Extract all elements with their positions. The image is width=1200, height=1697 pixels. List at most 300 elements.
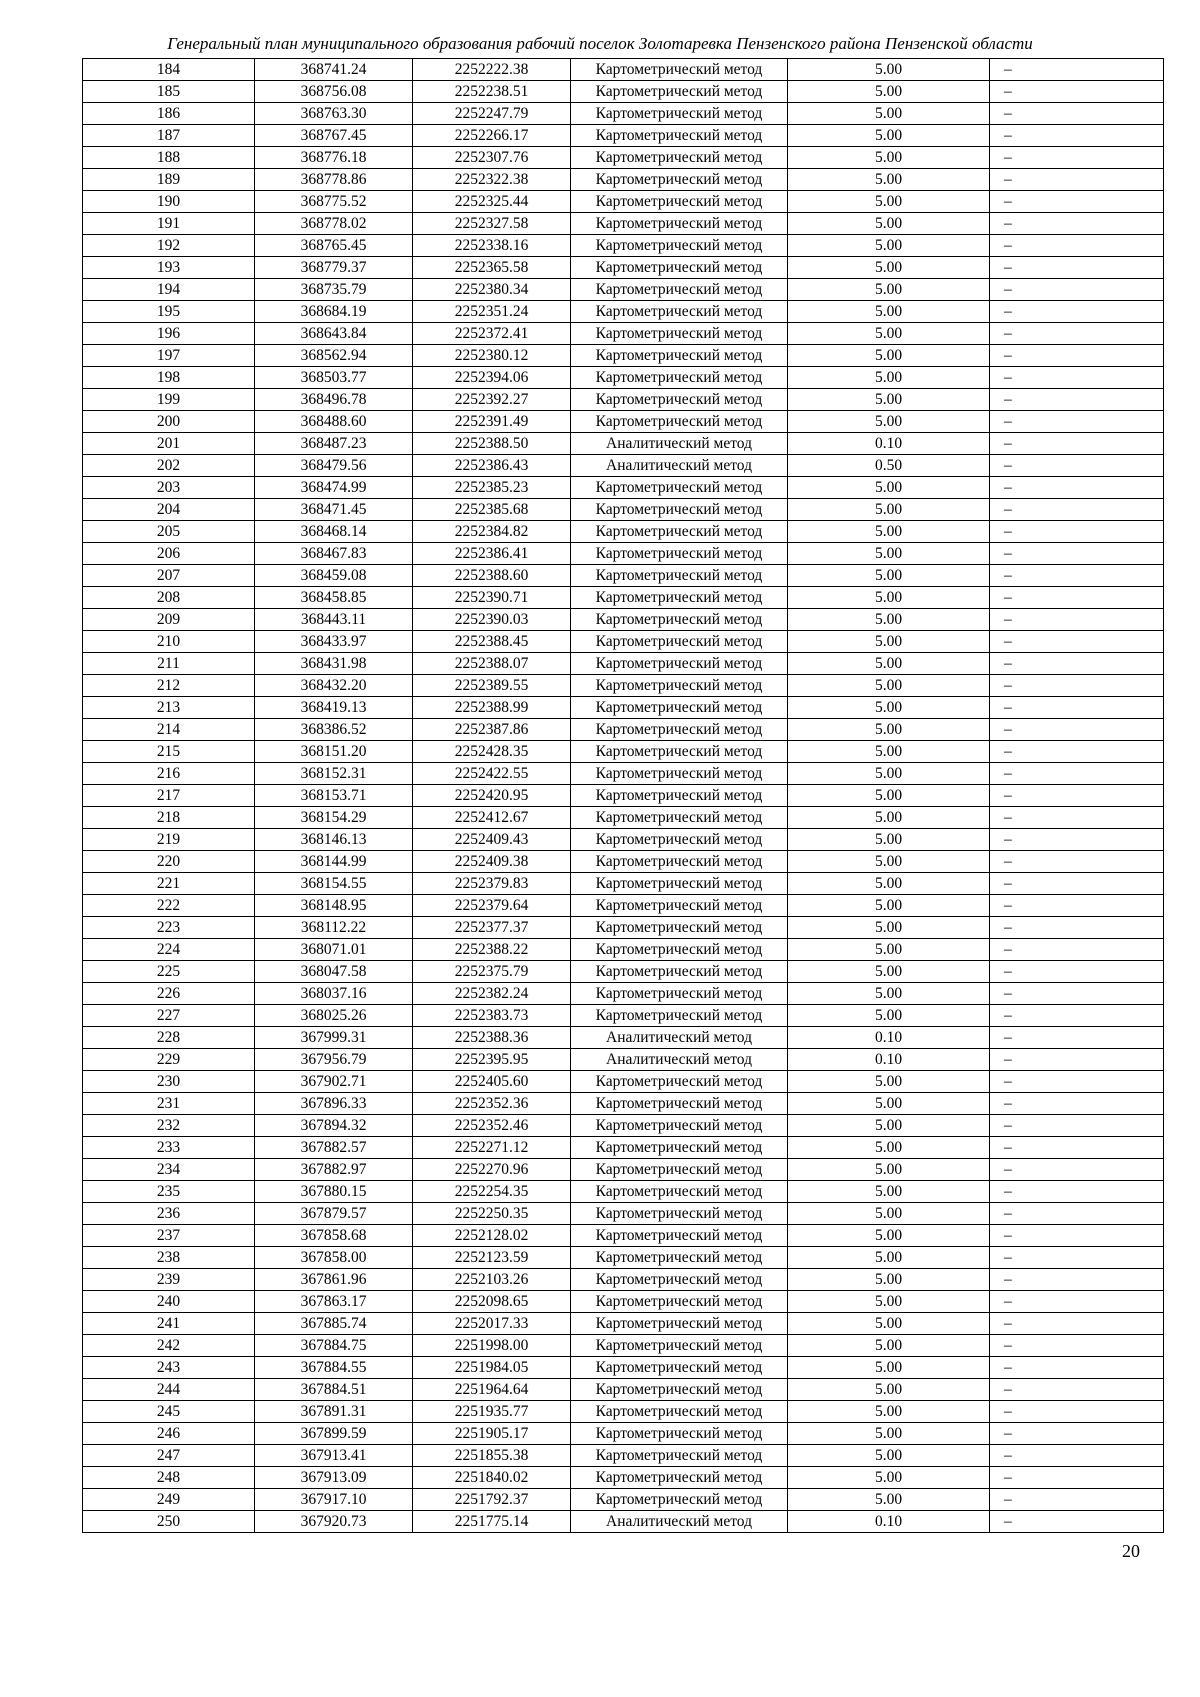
note-cell: – [990,1467,1164,1489]
accuracy-cell: 5.00 [788,1335,990,1357]
coord-x-cell: 368386.52 [255,719,413,741]
point-number-cell: 229 [83,1049,255,1071]
note-cell: – [990,851,1164,873]
method-cell: Картометрический метод [571,257,788,279]
point-number-cell: 219 [83,829,255,851]
table-row [83,763,1164,785]
note-cell: – [990,1445,1164,1467]
coord-y-cell: 2252365.58 [413,257,571,279]
note-cell: – [990,1291,1164,1313]
method-cell: Аналитический метод [571,433,788,455]
method-cell: Картометрический метод [571,851,788,873]
coord-x-cell: 368112.22 [255,917,413,939]
accuracy-cell: 0.50 [788,455,990,477]
accuracy-cell: 5.00 [788,411,990,433]
point-number-cell: 193 [83,257,255,279]
table-row [83,1027,1164,1049]
method-cell: Картометрический метод [571,961,788,983]
note-cell: – [990,631,1164,653]
accuracy-cell: 5.00 [788,1093,990,1115]
accuracy-cell: 5.00 [788,499,990,521]
coord-x-cell: 368467.83 [255,543,413,565]
note-cell: – [990,1027,1164,1049]
accuracy-cell: 5.00 [788,1137,990,1159]
note-cell: – [990,917,1164,939]
note-cell: – [990,1511,1164,1533]
method-cell: Картометрический метод [571,983,788,1005]
coord-y-cell: 2252247.79 [413,103,571,125]
note-cell: – [990,433,1164,455]
coord-x-cell: 368779.37 [255,257,413,279]
accuracy-cell: 5.00 [788,1225,990,1247]
table-row [83,565,1164,587]
method-cell: Картометрический метод [571,1489,788,1511]
point-number-cell: 206 [83,543,255,565]
note-cell: – [990,389,1164,411]
method-cell: Картометрический метод [571,411,788,433]
table-row [83,587,1164,609]
table-row [83,455,1164,477]
table-row [83,521,1164,543]
accuracy-cell: 5.00 [788,345,990,367]
note-cell: – [990,257,1164,279]
method-cell: Картометрический метод [571,1181,788,1203]
accuracy-cell: 5.00 [788,741,990,763]
method-cell: Картометрический метод [571,1401,788,1423]
point-number-cell: 226 [83,983,255,1005]
method-cell: Картометрический метод [571,1291,788,1313]
accuracy-cell: 5.00 [788,521,990,543]
accuracy-cell: 5.00 [788,653,990,675]
point-number-cell: 235 [83,1181,255,1203]
table-row [83,785,1164,807]
note-cell: – [990,609,1164,631]
accuracy-cell: 5.00 [788,565,990,587]
note-cell: – [990,59,1164,81]
point-number-cell: 191 [83,213,255,235]
table-row [83,829,1164,851]
point-number-cell: 245 [83,1401,255,1423]
accuracy-cell: 5.00 [788,1423,990,1445]
coord-x-cell: 367884.55 [255,1357,413,1379]
coord-x-cell: 368047.58 [255,961,413,983]
point-number-cell: 201 [83,433,255,455]
table-row [83,433,1164,455]
method-cell: Картометрический метод [571,1423,788,1445]
table-row [83,345,1164,367]
coord-x-cell: 368458.85 [255,587,413,609]
note-cell: – [990,719,1164,741]
table-row [83,873,1164,895]
coord-x-cell: 368767.45 [255,125,413,147]
point-number-cell: 211 [83,653,255,675]
coord-y-cell: 2252098.65 [413,1291,571,1313]
accuracy-cell: 5.00 [788,1159,990,1181]
coord-x-cell: 367884.51 [255,1379,413,1401]
accuracy-cell: 5.00 [788,961,990,983]
point-number-cell: 223 [83,917,255,939]
coord-x-cell: 367879.57 [255,1203,413,1225]
note-cell: – [990,81,1164,103]
accuracy-cell: 5.00 [788,1467,990,1489]
coord-y-cell: 2252351.24 [413,301,571,323]
coord-x-cell: 367882.57 [255,1137,413,1159]
note-cell: – [990,1401,1164,1423]
method-cell: Картометрический метод [571,1247,788,1269]
point-number-cell: 195 [83,301,255,323]
coord-y-cell: 2252307.76 [413,147,571,169]
coord-y-cell: 2252394.06 [413,367,571,389]
coord-y-cell: 2251998.00 [413,1335,571,1357]
coord-y-cell: 2251775.14 [413,1511,571,1533]
table-row [83,1467,1164,1489]
note-cell: – [990,477,1164,499]
table-row [83,1203,1164,1225]
note-cell: – [990,191,1164,213]
coord-y-cell: 2252322.38 [413,169,571,191]
method-cell: Аналитический метод [571,455,788,477]
point-number-cell: 248 [83,1467,255,1489]
method-cell: Картометрический метод [571,1445,788,1467]
accuracy-cell: 5.00 [788,147,990,169]
coord-y-cell: 2252383.73 [413,1005,571,1027]
accuracy-cell: 5.00 [788,939,990,961]
method-cell: Картометрический метод [571,323,788,345]
point-number-cell: 209 [83,609,255,631]
coord-y-cell: 2252391.49 [413,411,571,433]
coord-x-cell: 368152.31 [255,763,413,785]
method-cell: Картометрический метод [571,389,788,411]
accuracy-cell: 0.10 [788,1511,990,1533]
note-cell: – [990,1115,1164,1137]
coord-y-cell: 2252128.02 [413,1225,571,1247]
point-number-cell: 192 [83,235,255,257]
point-number-cell: 188 [83,147,255,169]
method-cell: Картометрический метод [571,1203,788,1225]
coord-x-cell: 367858.68 [255,1225,413,1247]
method-cell: Картометрический метод [571,565,788,587]
coord-y-cell: 2252390.71 [413,587,571,609]
point-number-cell: 203 [83,477,255,499]
coord-y-cell: 2252385.68 [413,499,571,521]
point-number-cell: 214 [83,719,255,741]
coord-y-cell: 2252388.50 [413,433,571,455]
note-cell: – [990,741,1164,763]
coord-x-cell: 368474.99 [255,477,413,499]
note-cell: – [990,169,1164,191]
note-cell: – [990,1247,1164,1269]
table-row [83,1489,1164,1511]
table-row [83,1357,1164,1379]
table-row [83,477,1164,499]
coord-x-cell: 368153.71 [255,785,413,807]
note-cell: – [990,1137,1164,1159]
note-cell: – [990,301,1164,323]
method-cell: Картометрический метод [571,719,788,741]
note-cell: – [990,1049,1164,1071]
note-cell: – [990,763,1164,785]
method-cell: Картометрический метод [571,675,788,697]
accuracy-cell: 5.00 [788,59,990,81]
table-row [83,1137,1164,1159]
coord-y-cell: 2252409.38 [413,851,571,873]
method-cell: Картометрический метод [571,279,788,301]
note-cell: – [990,1313,1164,1335]
point-number-cell: 194 [83,279,255,301]
method-cell: Картометрический метод [571,543,788,565]
accuracy-cell: 0.10 [788,1049,990,1071]
accuracy-cell: 5.00 [788,785,990,807]
point-number-cell: 230 [83,1071,255,1093]
coord-x-cell: 367913.41 [255,1445,413,1467]
coord-x-cell: 368071.01 [255,939,413,961]
table-row [83,499,1164,521]
coord-x-cell: 367863.17 [255,1291,413,1313]
point-number-cell: 217 [83,785,255,807]
coord-x-cell: 367891.31 [255,1401,413,1423]
method-cell: Картометрический метод [571,499,788,521]
coord-y-cell: 2252250.35 [413,1203,571,1225]
method-cell: Картометрический метод [571,1137,788,1159]
coord-y-cell: 2252385.23 [413,477,571,499]
table-row [83,1093,1164,1115]
method-cell: Картометрический метод [571,587,788,609]
coord-y-cell: 2251964.64 [413,1379,571,1401]
accuracy-cell: 5.00 [788,191,990,213]
accuracy-cell: 5.00 [788,81,990,103]
table-row [83,631,1164,653]
coord-y-cell: 2252266.17 [413,125,571,147]
table-row [83,697,1164,719]
method-cell: Картометрический метод [571,609,788,631]
method-cell: Картометрический метод [571,917,788,939]
note-cell: – [990,1203,1164,1225]
accuracy-cell: 5.00 [788,125,990,147]
method-cell: Картометрический метод [571,1225,788,1247]
coord-y-cell: 2252388.45 [413,631,571,653]
coord-y-cell: 2252387.86 [413,719,571,741]
note-cell: – [990,785,1164,807]
method-cell: Картометрический метод [571,103,788,125]
coord-y-cell: 2251792.37 [413,1489,571,1511]
coord-x-cell: 367858.00 [255,1247,413,1269]
table-row [83,1423,1164,1445]
table-row [83,103,1164,125]
method-cell: Картометрический метод [571,873,788,895]
coord-y-cell: 2252379.64 [413,895,571,917]
coord-y-cell: 2252338.16 [413,235,571,257]
accuracy-cell: 5.00 [788,213,990,235]
point-number-cell: 227 [83,1005,255,1027]
coord-x-cell: 368487.23 [255,433,413,455]
accuracy-cell: 5.00 [788,543,990,565]
note-cell: – [990,1489,1164,1511]
coord-x-cell: 368735.79 [255,279,413,301]
coord-y-cell: 2252238.51 [413,81,571,103]
coord-y-cell: 2252388.99 [413,697,571,719]
point-number-cell: 246 [83,1423,255,1445]
method-cell: Картометрический метод [571,191,788,213]
table-row [83,653,1164,675]
coord-x-cell: 367917.10 [255,1489,413,1511]
coord-x-cell: 368468.14 [255,521,413,543]
coord-x-cell: 368562.94 [255,345,413,367]
page-number: 20 [1122,1541,1140,1561]
method-cell: Картометрический метод [571,895,788,917]
method-cell: Картометрический метод [571,939,788,961]
accuracy-cell: 5.00 [788,235,990,257]
point-number-cell: 242 [83,1335,255,1357]
accuracy-cell: 5.00 [788,697,990,719]
table-row [83,851,1164,873]
coord-y-cell: 2252388.36 [413,1027,571,1049]
point-number-cell: 208 [83,587,255,609]
method-cell: Картометрический метод [571,301,788,323]
note-cell: – [990,807,1164,829]
accuracy-cell: 5.00 [788,917,990,939]
coord-y-cell: 2252388.22 [413,939,571,961]
coord-x-cell: 368778.02 [255,213,413,235]
coord-x-cell: 368643.84 [255,323,413,345]
coord-y-cell: 2252254.35 [413,1181,571,1203]
note-cell: – [990,213,1164,235]
coord-y-cell: 2252388.60 [413,565,571,587]
accuracy-cell: 5.00 [788,279,990,301]
table-row [83,917,1164,939]
coord-x-cell: 368148.95 [255,895,413,917]
coord-y-cell: 2252377.37 [413,917,571,939]
accuracy-cell: 5.00 [788,609,990,631]
note-cell: – [990,235,1164,257]
point-number-cell: 221 [83,873,255,895]
accuracy-cell: 5.00 [788,1445,990,1467]
coord-x-cell: 368151.20 [255,741,413,763]
table-row [83,675,1164,697]
point-number-cell: 213 [83,697,255,719]
table-row [83,1005,1164,1027]
note-cell: – [990,521,1164,543]
point-number-cell: 232 [83,1115,255,1137]
accuracy-cell: 5.00 [788,1489,990,1511]
point-number-cell: 241 [83,1313,255,1335]
accuracy-cell: 5.00 [788,1379,990,1401]
coord-x-cell: 368459.08 [255,565,413,587]
point-number-cell: 216 [83,763,255,785]
coord-y-cell: 2252325.44 [413,191,571,213]
table-row [83,1291,1164,1313]
table-row [83,939,1164,961]
coord-y-cell: 2252222.38 [413,59,571,81]
note-cell: – [990,103,1164,125]
table-row [83,59,1164,81]
coord-y-cell: 2252380.34 [413,279,571,301]
point-number-cell: 218 [83,807,255,829]
point-number-cell: 233 [83,1137,255,1159]
table-row [83,983,1164,1005]
table-row [83,301,1164,323]
coord-x-cell: 367896.33 [255,1093,413,1115]
point-number-cell: 199 [83,389,255,411]
table-row [83,1071,1164,1093]
coord-y-cell: 2252390.03 [413,609,571,631]
accuracy-cell: 5.00 [788,169,990,191]
table-row [83,719,1164,741]
table-row [83,323,1164,345]
table-row [83,147,1164,169]
note-cell: – [990,983,1164,1005]
table-row [83,169,1164,191]
coord-x-cell: 367880.15 [255,1181,413,1203]
accuracy-cell: 5.00 [788,367,990,389]
coord-x-cell: 368471.45 [255,499,413,521]
accuracy-cell: 5.00 [788,851,990,873]
method-cell: Аналитический метод [571,1027,788,1049]
table-row [83,741,1164,763]
point-number-cell: 228 [83,1027,255,1049]
coord-y-cell: 2252382.24 [413,983,571,1005]
point-number-cell: 237 [83,1225,255,1247]
point-number-cell: 222 [83,895,255,917]
point-number-cell: 198 [83,367,255,389]
method-cell: Картометрический метод [571,1379,788,1401]
coord-x-cell: 368037.16 [255,983,413,1005]
method-cell: Картометрический метод [571,807,788,829]
method-cell: Картометрический метод [571,1313,788,1335]
table-row [83,125,1164,147]
accuracy-cell: 5.00 [788,1203,990,1225]
point-number-cell: 234 [83,1159,255,1181]
point-number-cell: 190 [83,191,255,213]
coord-y-cell: 2252422.55 [413,763,571,785]
coordinates-table [82,58,1164,1533]
accuracy-cell: 5.00 [788,1291,990,1313]
coord-y-cell: 2252409.43 [413,829,571,851]
point-number-cell: 197 [83,345,255,367]
note-cell: – [990,147,1164,169]
coord-x-cell: 368488.60 [255,411,413,433]
point-number-cell: 247 [83,1445,255,1467]
note-cell: – [990,411,1164,433]
coord-y-cell: 2251935.77 [413,1401,571,1423]
note-cell: – [990,587,1164,609]
coord-x-cell: 367920.73 [255,1511,413,1533]
point-number-cell: 224 [83,939,255,961]
point-number-cell: 243 [83,1357,255,1379]
accuracy-cell: 5.00 [788,807,990,829]
method-cell: Картометрический метод [571,1357,788,1379]
method-cell: Картометрический метод [571,169,788,191]
method-cell: Картометрический метод [571,125,788,147]
coord-x-cell: 368154.29 [255,807,413,829]
note-cell: – [990,565,1164,587]
note-cell: – [990,1357,1164,1379]
table-row [83,609,1164,631]
note-cell: – [990,895,1164,917]
coord-x-cell: 367899.59 [255,1423,413,1445]
coord-y-cell: 2251984.05 [413,1357,571,1379]
document-header: Генеральный план муниципального образования рабочий поселок Золотаревка Пензенского района Пензенской области [167,34,1033,53]
coord-y-cell: 2252389.55 [413,675,571,697]
accuracy-cell: 5.00 [788,1181,990,1203]
accuracy-cell: 5.00 [788,873,990,895]
coord-x-cell: 367884.75 [255,1335,413,1357]
table-row [83,961,1164,983]
coord-x-cell: 368765.45 [255,235,413,257]
method-cell: Картометрический метод [571,653,788,675]
accuracy-cell: 5.00 [788,1005,990,1027]
method-cell: Картометрический метод [571,631,788,653]
accuracy-cell: 5.00 [788,983,990,1005]
